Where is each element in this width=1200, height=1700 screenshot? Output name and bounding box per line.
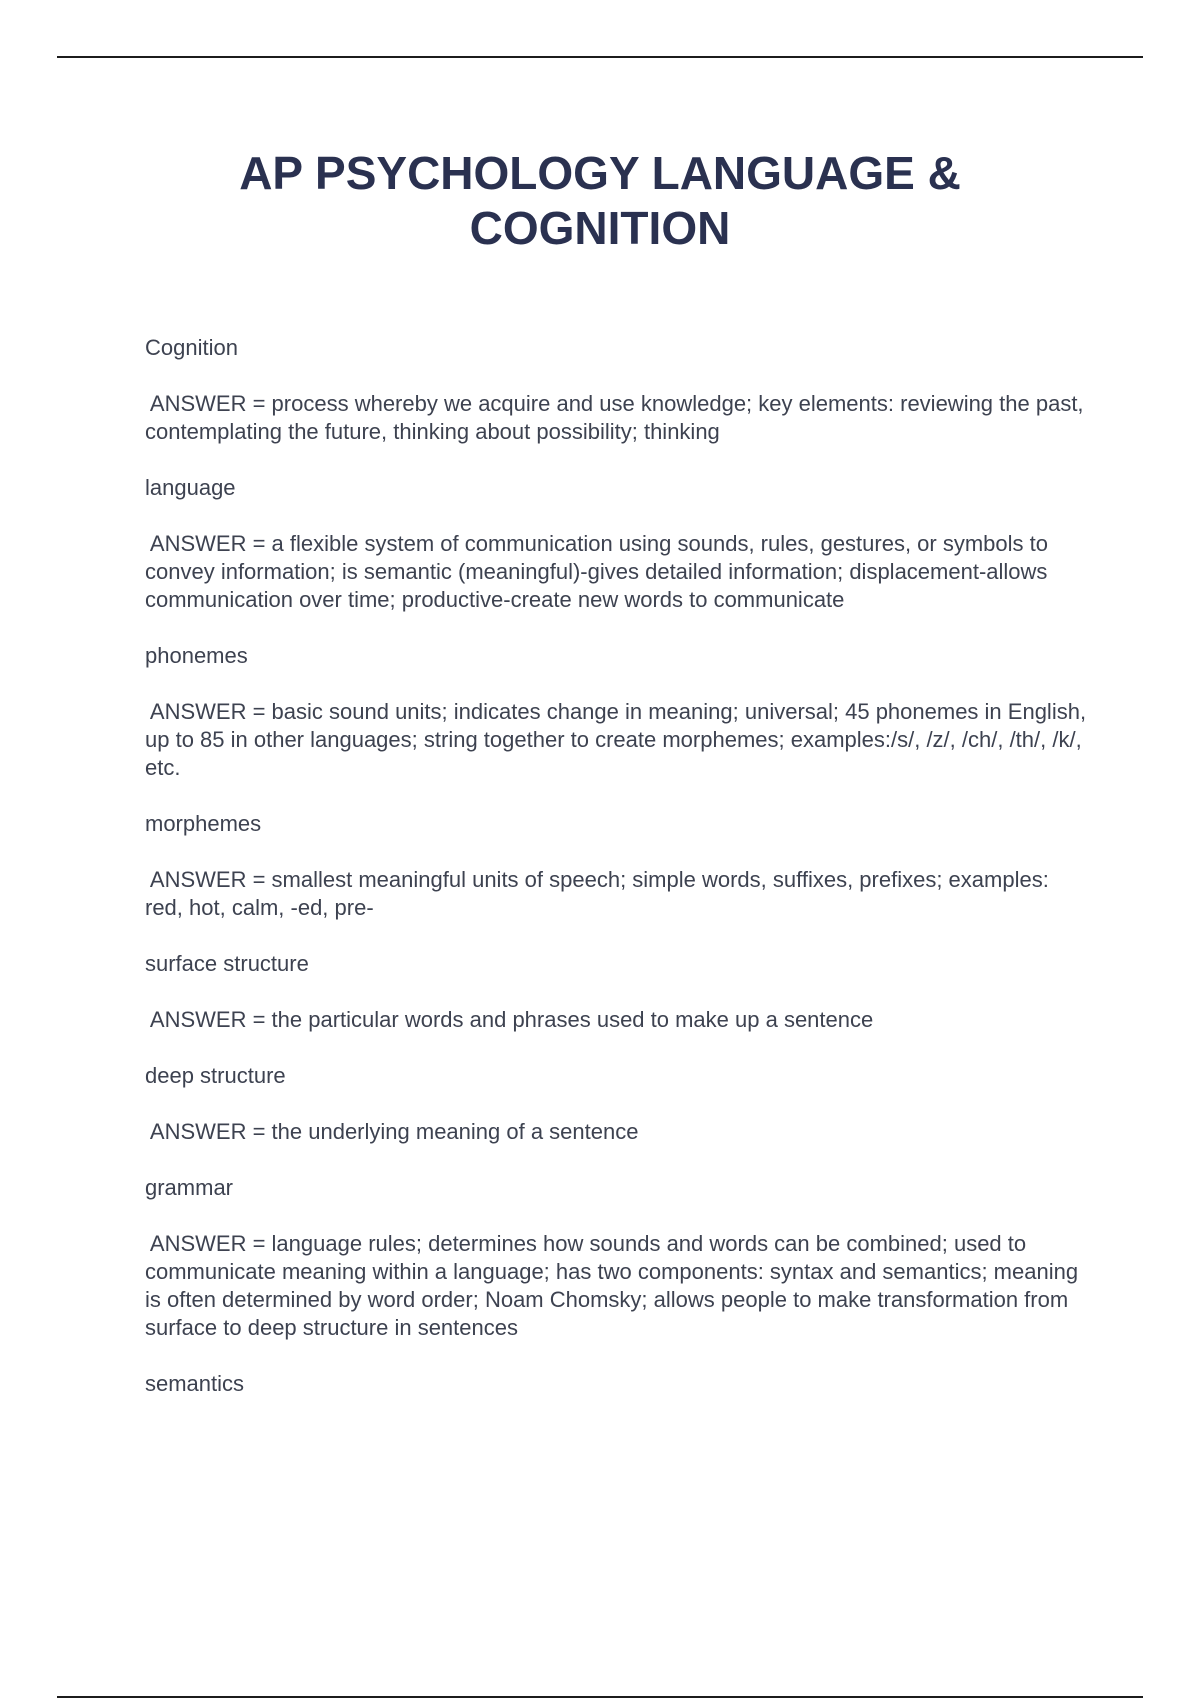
title-line-1: AP PSYCHOLOGY LANGUAGE & — [239, 147, 961, 199]
answer-prefix: ANSWER = — [145, 699, 272, 724]
answer-prefix: ANSWER = — [145, 531, 272, 556]
answer — [145, 698, 1090, 782]
answer — [145, 866, 1090, 922]
answer-prefix: ANSWER = — [145, 1119, 272, 1144]
term: surface structure — [145, 951, 309, 976]
bottom-rule — [57, 1696, 1143, 1698]
answer-text: a flexible system of communication using sounds, rules, gestures, or symbols to convey information; is semantic (meaningful)-gives detailed information; displacement-allows communication over time; productive-create new words to communicate — [145, 531, 1049, 612]
title-line-2: COGNITION — [469, 202, 731, 254]
term: morphemes — [145, 811, 262, 836]
term: phonemes — [145, 643, 248, 668]
answer-prefix: ANSWER = — [145, 1007, 272, 1032]
answer — [145, 530, 1090, 614]
answer-text: the particular words and phrases used to make up a sentence — [271, 1007, 874, 1032]
term: deep structure — [145, 1063, 286, 1088]
term: Cognition — [145, 335, 238, 360]
answer-prefix: ANSWER = — [145, 391, 272, 416]
answer-text: process whereby we acquire and use knowledge; key elements: reviewing the past, contemplating the future, thinking about possibility; thinking — [145, 391, 1084, 444]
answer — [145, 390, 1090, 446]
answer-text: the underlying meaning of a sentence — [271, 1119, 639, 1144]
answer — [145, 1006, 1090, 1034]
answer-text: smallest meaningful units of speech; simple words, suffixes, prefixes; examples: red, hot, calm, -ed, pre- — [145, 867, 1049, 920]
answer — [145, 1230, 1090, 1342]
term: semantics — [145, 1371, 245, 1396]
document-title — [0, 146, 1200, 256]
answer-text: language rules; determines how sounds and words can be combined; used to communicate meaning within a language; has two components: syntax and semantics; meaning is often determined by word order; Noam Chomsky; allows people to make transformation from surface to deep structure in sentences — [145, 1231, 1079, 1340]
term: language — [145, 475, 236, 500]
answer-text: basic sound units; indicates change in meaning; universal; 45 phonemes in English, up to 85 in other languages; string together to create morphemes; examples:/s/, /z/, /ch/, /th/, /k/, etc. — [145, 699, 1087, 780]
answer — [145, 1118, 1090, 1146]
term: grammar — [145, 1175, 234, 1200]
qa-list — [145, 334, 1090, 1426]
answer-prefix: ANSWER = — [145, 1231, 272, 1256]
top-rule — [57, 56, 1143, 58]
answer-prefix: ANSWER = — [145, 867, 272, 892]
